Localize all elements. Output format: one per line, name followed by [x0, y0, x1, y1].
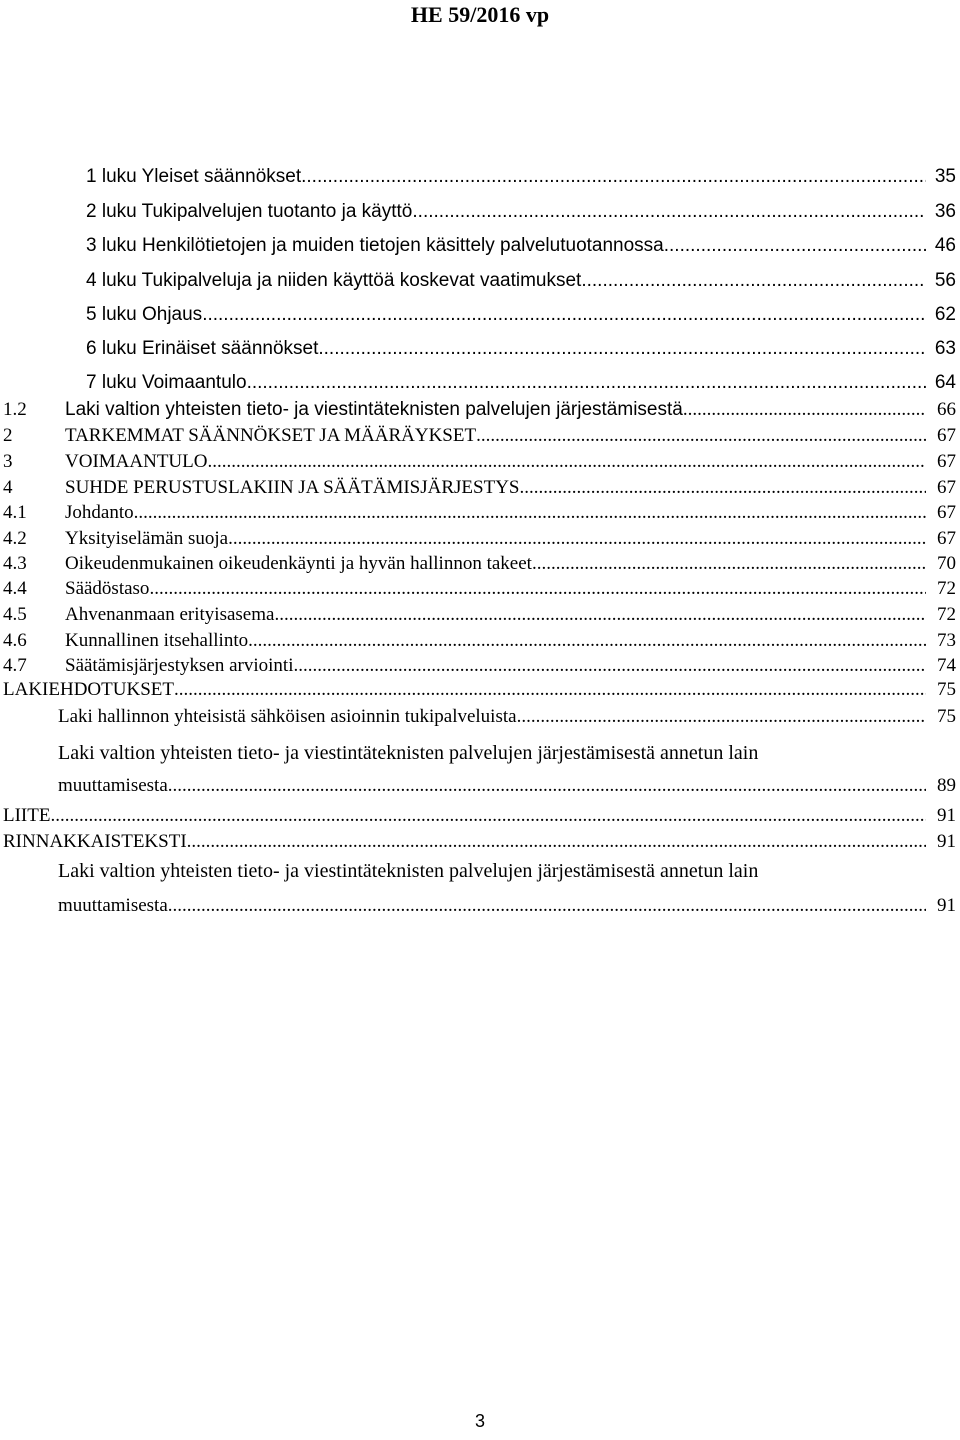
toc-entry-title: TARKEMMAT SÄÄNNÖKSET JA MÄÄRÄYKSET	[65, 425, 477, 446]
toc-entry-section-4-4[interactable]	[3, 578, 956, 600]
toc-entry-title: Laki valtion yhteisten tieto- ja viestintäteknisten palvelujen järjestämisestä	[65, 399, 683, 420]
toc-entry-title: SUHDE PERUSTUSLAKIIN JA SÄÄTÄMISJÄRJESTYS	[65, 477, 520, 498]
toc-entry-bill-2-line-1[interactable]: Laki valtion yhteisten tieto- ja viestintäteknisten palvelujen järjestämisestä annetun lain	[58, 742, 759, 764]
page-number: 3	[474, 1411, 485, 1431]
toc-entry-page: 75	[937, 706, 956, 727]
toc-entry-page: 64	[934, 372, 956, 393]
toc-entry-section-4-1[interactable]	[3, 502, 956, 524]
toc-entry-title: LAKIEHDOTUKSET	[3, 679, 174, 700]
toc-entry-title: 3 luku Henkilötietojen ja muiden tietojen käsittely palvelutuotannossa	[86, 235, 664, 256]
toc-entry-title: Johdanto	[65, 502, 134, 523]
toc-entry-chapter-7[interactable]	[86, 372, 956, 394]
toc-entry-page: 89	[937, 775, 956, 796]
toc-entry-number: 4.7	[3, 655, 27, 676]
toc-entry-number: 4.2	[3, 528, 27, 549]
toc-entry-page: 74	[937, 655, 956, 676]
toc-entry-number: 4	[3, 477, 13, 498]
dot-leader	[274, 604, 926, 626]
dot-leader	[248, 630, 926, 652]
dot-leader	[519, 477, 926, 499]
dot-leader	[228, 528, 926, 550]
toc-entry-title: Oikeudenmukainen oikeudenkäynti ja hyvän hallinnon takeet	[65, 553, 532, 574]
toc-entry-number: 4.5	[3, 604, 27, 625]
dot-leader	[664, 235, 926, 257]
toc-entry-number: 2	[3, 425, 13, 446]
toc-entry-section-4-5[interactable]	[3, 604, 956, 626]
toc-entry-title: VOIMAANTULO	[65, 451, 208, 472]
dot-leader	[412, 201, 926, 223]
dot-leader	[149, 578, 926, 600]
dot-leader	[247, 372, 926, 394]
page-header: HE 59/2016 vp	[410, 2, 550, 27]
dot-leader	[318, 338, 926, 360]
toc-entry-page: 67	[937, 477, 956, 498]
toc-entry-page: 63	[934, 338, 956, 359]
toc-entry-page: 91	[937, 895, 956, 916]
toc-entry-title: muuttamisesta	[58, 895, 168, 916]
toc-entry-section-4-2[interactable]	[3, 528, 956, 550]
toc-entry-page: 75	[937, 679, 956, 700]
toc-entry-page: 36	[934, 201, 956, 222]
toc-entry-chapter-1[interactable]	[86, 166, 956, 188]
dot-leader	[174, 679, 926, 701]
toc-entry-section-2[interactable]	[3, 425, 956, 447]
toc-entry-title: Ahvenanmaan erityisasema	[65, 604, 275, 625]
toc-entry-number: 3	[3, 451, 13, 472]
toc-entry-title: Säätämisjärjestyksen arviointi	[65, 655, 294, 676]
toc-entry-title: RINNAKKAISTEKSTI	[3, 831, 187, 852]
toc-entry-page: 67	[937, 425, 956, 446]
toc-entry-page: 46	[934, 235, 956, 256]
dot-leader	[187, 831, 926, 853]
dot-leader	[168, 895, 926, 917]
dot-leader	[301, 166, 926, 188]
dot-leader	[517, 706, 926, 728]
toc-entry-title: Kunnallinen itsehallinto	[65, 630, 249, 651]
dot-leader	[476, 425, 926, 447]
toc-entry-page: 73	[937, 630, 956, 651]
toc-entry-chapter-6[interactable]	[86, 338, 956, 360]
toc-entry-number: 4.4	[3, 578, 27, 599]
toc-entry-page: 56	[934, 270, 956, 291]
toc-entry-page: 62	[934, 304, 956, 325]
toc-entry-section-1-2[interactable]	[3, 399, 956, 421]
toc-entry-title: 4 luku Tukipalveluja ja niiden käyttöä koskevat vaatimukset	[86, 270, 582, 291]
toc-entry-title: 2 luku Tukipalvelujen tuotanto ja käyttö	[86, 201, 413, 222]
toc-entry-page: 67	[937, 528, 956, 549]
toc-entry-bill-2[interactable]	[58, 775, 956, 797]
dot-leader	[581, 270, 926, 292]
toc-entry-section-4[interactable]	[3, 477, 956, 499]
toc-entry-bill-3-line-1[interactable]: Laki valtion yhteisten tieto- ja viestintäteknisten palvelujen järjestämisestä annetun lain	[58, 860, 759, 882]
toc-entry-number: 4.3	[3, 553, 27, 574]
toc-entry-chapter-3[interactable]	[86, 235, 956, 257]
toc-entry-title: 1 luku Yleiset säännökset	[86, 166, 302, 187]
toc-entry-title: 5 luku Ohjaus	[86, 304, 203, 325]
toc-entry-title: Yksityiselämän suoja	[65, 528, 229, 549]
dot-leader	[50, 805, 926, 827]
toc-entry-page: 66	[937, 399, 956, 420]
dot-leader	[134, 502, 926, 524]
toc-entry-page: 72	[937, 578, 956, 599]
toc-entry-page: 35	[934, 166, 956, 187]
dot-leader	[207, 451, 926, 473]
toc-entry-number: 4.1	[3, 502, 27, 523]
toc-entry-title: muuttamisesta	[58, 775, 168, 796]
toc-entry-page: 70	[937, 553, 956, 574]
toc-entry-chapter-2[interactable]	[86, 201, 956, 223]
toc-entry-title: 6 luku Erinäiset säännökset	[86, 338, 319, 359]
toc-entry-section-4-3[interactable]	[3, 553, 956, 575]
toc-entry-chapter-4[interactable]	[86, 270, 956, 292]
dot-leader	[168, 775, 926, 797]
toc-entry-bill-3[interactable]	[58, 895, 956, 917]
toc-entry-title: LIITE	[3, 805, 51, 826]
dot-leader	[293, 655, 926, 677]
toc-entry-bill-1[interactable]	[58, 706, 956, 728]
toc-entry-page: 72	[937, 604, 956, 625]
toc-entry-liite[interactable]	[3, 805, 956, 827]
toc-entry-page: 91	[937, 831, 956, 852]
toc-entry-title: 7 luku Voimaantulo	[86, 372, 247, 393]
toc-entry-number: 1.2	[3, 399, 27, 420]
toc-entry-rinnakkaisteksti[interactable]	[3, 831, 956, 853]
toc-entry-section-4-6[interactable]	[3, 630, 956, 652]
toc-entry-page: 67	[937, 502, 956, 523]
toc-entry-page: 67	[937, 451, 956, 472]
dot-leader	[202, 304, 926, 326]
toc-entry-title: Säädöstaso	[65, 578, 150, 599]
toc-entry-section-4-7[interactable]	[3, 655, 956, 677]
toc-entry-page: 91	[937, 805, 956, 826]
toc-entry-section-3[interactable]	[3, 451, 956, 473]
toc-entry-title: Laki hallinnon yhteisistä sähköisen asioinnin tukipalveluista	[58, 706, 517, 727]
toc-entry-chapter-5[interactable]	[86, 304, 956, 326]
toc-entry-number: 4.6	[3, 630, 27, 651]
toc-entry-lakiehdotukset[interactable]	[3, 679, 956, 701]
dot-leader	[683, 399, 926, 421]
dot-leader	[532, 553, 926, 575]
